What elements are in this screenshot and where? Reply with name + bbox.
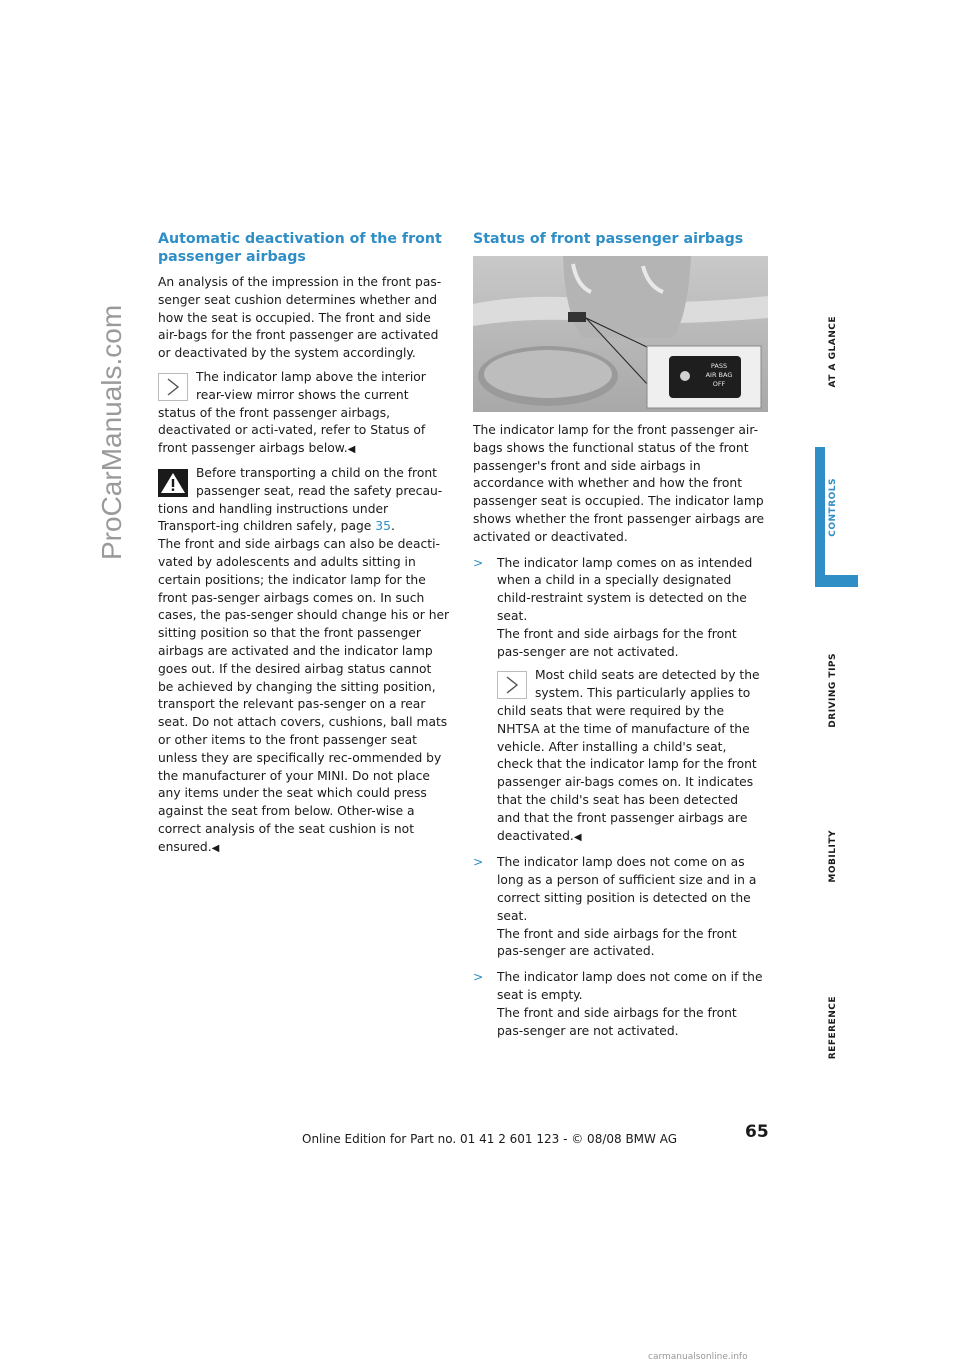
tab-driving-tips[interactable]: DRIVING TIPS xyxy=(828,653,838,728)
bullet-text: The indicator lamp does not come on if the seat is empty. xyxy=(497,970,763,1002)
end-mark: ◀ xyxy=(573,831,582,843)
tab-mobility[interactable]: MOBILITY xyxy=(828,830,838,883)
page-number: 65 xyxy=(745,1122,769,1142)
list-item xyxy=(473,969,765,1040)
bullet-arrow: > xyxy=(473,970,484,985)
lamp-label-off: OFF xyxy=(712,380,726,388)
left-column xyxy=(158,230,450,858)
indicator-lamp-figure xyxy=(473,256,768,412)
bullet-text: The front and side airbags for the front pas-senger are activated. xyxy=(497,926,737,959)
mirror-photo xyxy=(473,256,768,412)
bullet-text: The front and side airbags for the front pas-senger are not activated. xyxy=(497,626,737,659)
list-item xyxy=(473,854,765,961)
watermark: ProCarManuals.com xyxy=(96,304,127,560)
paragraph-deactivation: The front and side airbags can also be deacti-vated by adolescents and adults sitting in certain positions; the indicator lamp for the front pas-senger airbags comes on. In such cases, the pas-senger should change his or her sitting position so that the front passenger airbags are activated and the indicator lamp goes out. If the desired airbag status cannot be achieved by changing the sitting position, transport the relevant pas-senger on a rear seat. Do not attach covers, cushions, ball mats or other items to the front passenger seat unless they are specifically rec-ommended by the manufacturer of your MINI. Do not place any items under the seat which could press against the seat from below. Other-wise a correct analysis of the seat cushion is not ensured. xyxy=(158,537,450,854)
note-text: The indicator lamp above the interior rear-view mirror shows the current status of the front passenger airbags, deactivated or acti-vated, refer to Status of front passenger airbags below. xyxy=(158,369,426,456)
tab-controls[interactable]: CONTROLS xyxy=(828,478,838,537)
end-mark: ◀ xyxy=(211,842,220,854)
paragraph-analysis: An analysis of the impression in the front pas-senger seat cushion determines whether and how the seat is occupied. The front and side air-bags for the front passenger are activated or deactivated by the system accordingly. xyxy=(158,275,442,361)
warning-block xyxy=(158,465,450,536)
lamp-label-pass: PASS xyxy=(710,362,728,370)
page-link[interactable]: 35 xyxy=(375,519,391,534)
bullet-text: The front and side airbags for the front pas-senger are not activated. xyxy=(497,1005,737,1038)
tab-at-a-glance[interactable]: AT A GLANCE xyxy=(828,316,838,388)
note-block xyxy=(158,369,450,459)
bullet-arrow: > xyxy=(473,555,484,570)
list-item xyxy=(473,555,765,847)
footer-site: carmanualsonline.info xyxy=(648,1352,748,1362)
right-column xyxy=(473,230,765,1048)
note-text: Most child seats are detected by the system. This particularly applies to child seats that were required by the NHTSA at the time of manufacture of the vehicle. After installing a child's seat, check that the indicator lamp for the front passenger air-bags comes on. It indicates that the child's seat has been detected and that the front passenger airbags are deactivated. xyxy=(497,668,760,843)
lamp-label-airbag: AIR BAG xyxy=(705,371,733,379)
note-block xyxy=(497,667,765,846)
tab-reference[interactable]: REFERENCE xyxy=(828,996,838,1060)
end-mark: ◀ xyxy=(347,444,356,456)
section-heading-auto-deactivation: Automatic deactivation of the front passenger airbags xyxy=(158,231,442,265)
note-icon xyxy=(497,671,527,699)
status-list xyxy=(473,555,765,1041)
warning-text: Before transporting a child on the front passenger seat, read the safety precau-tions and handling instructions under Transport-ing children safely, page xyxy=(158,465,443,534)
note-icon xyxy=(158,373,188,401)
bullet-arrow: > xyxy=(473,855,484,870)
paragraph-indicator: The indicator lamp for the front passenger air-bags shows the functional status of the front passenger's front and side airbags in accordance with whether and how the front passenger seat is occupied. The indicator lamp shows whether the front passenger airbags are activated or deactivated. xyxy=(473,423,765,544)
bullet-text: The indicator lamp comes on as intended when a child in a specially designated child-restraint system is detected on the seat. xyxy=(497,555,753,623)
section-heading-status: Status of front passenger airbags xyxy=(473,231,744,247)
footer-edition: Online Edition for Part no. 01 41 2 601 123 - © 08/08 BMW AG xyxy=(302,1132,678,1146)
warning-text-end: . xyxy=(390,519,395,534)
bullet-text: The indicator lamp does not come on as long as a person of sufficient size and in a correct sitting position is detected on the seat. xyxy=(497,855,757,923)
warning-icon xyxy=(158,469,188,497)
